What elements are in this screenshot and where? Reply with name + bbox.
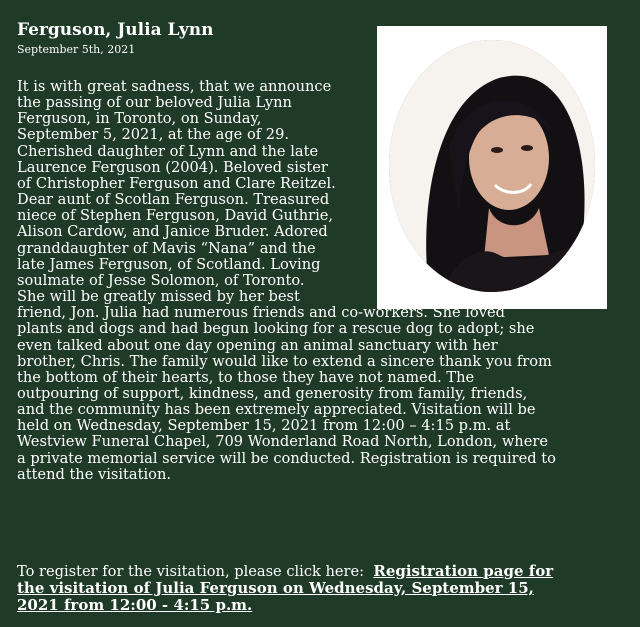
body-line: outpouring of support, kindness, and generosity from family, friends, <box>17 384 528 402</box>
body-line: of Christopher Ferguson and Clare Reitzel. <box>17 174 336 192</box>
body-line: She will be greatly missed by her best <box>17 288 300 306</box>
body-line: the passing of our beloved Julia Lynn <box>17 94 292 112</box>
body-line: Dear aunt of Scotlan Ferguson. Treasured <box>17 191 330 209</box>
registration-link-continued[interactable]: the visitation of Julia Ferguson on Wednesday, September 15, <box>17 579 534 598</box>
obituary-body <box>17 79 605 483</box>
registration-link[interactable]: Registration page for <box>373 562 554 580</box>
body-line: niece of Stephen Ferguson, David Guthrie, <box>17 207 334 225</box>
registration-section <box>17 563 617 614</box>
body-line: plants and dogs and had begun looking for a rescue dog to adopt; she <box>17 320 535 338</box>
body-line: Cherished daughter of Lynn and the late <box>17 142 319 160</box>
body-line: the bottom of their hearts, to those they have not named. The <box>17 368 475 386</box>
body-line: held on Wednesday, September 15, 2021 from 12:00 – 4:15 p.m. at <box>17 417 511 435</box>
body-line: late James Ferguson, of Scotland. Loving <box>17 255 321 273</box>
body-line: and the community has been extremely appreciated. Visitation will be <box>17 401 536 419</box>
body-line: soulmate of Jesse Solomon, of Toronto. <box>17 271 305 289</box>
body-line: attend the visitation. <box>17 465 171 483</box>
body-line: Laurence Ferguson (2004). Beloved sister <box>17 158 328 176</box>
obituary-date: September 5th, 2021 <box>17 43 136 56</box>
registration-prompt: To register for the visitation, please click here: <box>17 563 365 580</box>
registration-link-continued[interactable]: 2021 from 12:00 - 4:15 p.m. <box>17 596 253 615</box>
body-line: Alison Cardow, and Janice Bruder. Adored <box>17 223 328 241</box>
body-line: even talked about one day opening an animal sanctuary with her <box>17 336 498 354</box>
body-line: granddaughter of Mavis “Nana” and the <box>17 239 316 257</box>
body-line: friend, Jon. Julia had numerous friends and co-workers. She loved <box>17 304 505 322</box>
body-line: a private memorial service will be conducted. Registration is required to <box>17 449 556 467</box>
body-line: It is with great sadness, that we announce <box>17 78 332 95</box>
obituary-title: Ferguson, Julia Lynn <box>17 20 214 40</box>
body-line: September 5, 2021, at the age of 29. <box>17 126 289 144</box>
body-line: Ferguson, in Toronto, on Sunday, <box>17 110 262 128</box>
body-line: brother, Chris. The family would like to extend a sincere thank you from <box>17 352 552 370</box>
body-line: Westview Funeral Chapel, 709 Wonderland Road North, London, where <box>17 433 548 451</box>
